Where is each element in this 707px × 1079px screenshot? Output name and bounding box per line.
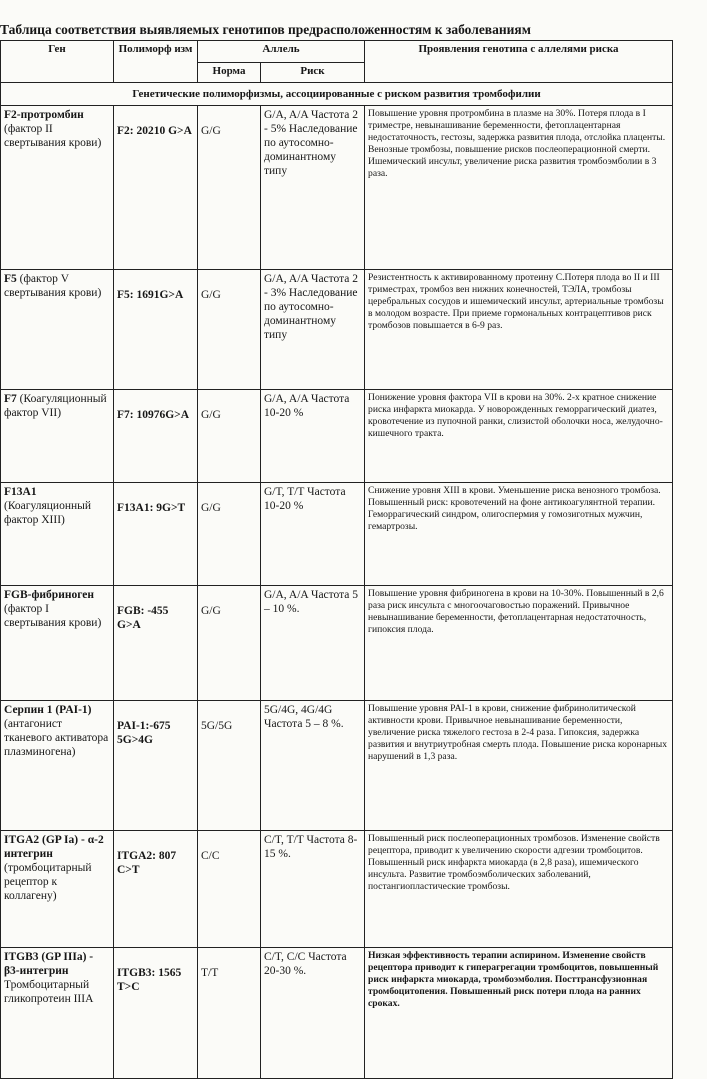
gene-note: (фактор II свертывания крови)	[4, 123, 102, 149]
norm-allele-cell: G/G	[198, 390, 261, 483]
risk-allele-cell: C/T, C/C Частота 20-30 %.	[261, 948, 365, 1079]
gene-note: (Коагуляционный фактор VII)	[4, 393, 107, 419]
manifestation-cell: Низкая эффективность терапии аспирином. Изменение свойств рецептора приводит к гиперагрегации тромбоцитов, повышенный риск инфаркта миокарда, тромбоэмболия. Посттрансфузионная тромбоцитопения. Повышенный риск потери плода на ранних сроках.	[365, 948, 673, 1079]
norm-allele-cell: 5G/5G	[198, 701, 261, 831]
polymorphism-cell: PAI-1:-675 5G>4G	[114, 701, 198, 831]
table-row	[1, 948, 673, 1079]
risk-allele-cell: G/A, A/A Частота 5 – 10 %.	[261, 586, 365, 701]
risk-allele-cell: G/A, A/A Частота 10-20 %	[261, 390, 365, 483]
gene-note: (тромбоцитарный рецептор к коллагену)	[4, 862, 92, 902]
gene-name: FGB-фибриноген	[4, 589, 95, 601]
gene-cell	[1, 586, 114, 701]
gene-note: (фактор I свертывания крови)	[4, 603, 102, 629]
norm-allele-cell: G/G	[198, 106, 261, 270]
table-row	[1, 831, 673, 948]
gene-name: F5	[4, 273, 17, 285]
manifestation-cell: Повышение уровня протромбина в плазме на 30%. Потеря плода в I триместре, невынашивание беременности, фетоплацентарная недостаточность, гестозы, задержка развития плода, отслойка плаценты. Венозные тромбозы, повышение рисков послеоперационной смерти. Ишемический инсульт, увеличение риска развития тромбоэмболии в 3 раза.	[365, 106, 673, 270]
gene-note: (антагонист тканевого активатора плазминогена)	[4, 718, 109, 758]
gene-cell	[1, 390, 114, 483]
table-row	[1, 390, 673, 483]
manifestation-cell: Понижение уровня фактора VII в крови на 30%. 2-х кратное снижение риска инфаркта миокарда. У новорожденных геморрагический диатез, кровотечение из пупочной ранки, слизистой оболочки носа, желудочно-кишечного тракта.	[365, 390, 673, 483]
gene-note: (Коагуляционный фактор XIII)	[4, 500, 92, 526]
manifestation-cell: Снижение уровня XIII в крови. Уменьшение риска венозного тромбоза. Повышенный риск: кровотечений на фоне антикоагулянтной терапии. Геморрагический синдром, олигоспермия у гомозиготных мужчин, гемартрозы.	[365, 483, 673, 586]
polymorphism-cell: F5: 1691G>A	[114, 270, 198, 390]
gene-cell	[1, 701, 114, 831]
table-row	[1, 106, 673, 270]
polymorphism-cell: ITGB3: 1565 T>C	[114, 948, 198, 1079]
table-row	[1, 701, 673, 831]
gene-name: Серпин 1 (PAI-1)	[4, 704, 92, 716]
genotype-table	[0, 40, 673, 1079]
polymorphism-cell: ITGA2: 807 C>T	[114, 831, 198, 948]
gene-name: F2-протромбин	[4, 109, 84, 121]
norm-allele-cell: G/G	[198, 483, 261, 586]
norm-allele-cell: C/C	[198, 831, 261, 948]
gene-cell	[1, 831, 114, 948]
gene-note: (фактор V свертывания крови)	[4, 273, 102, 299]
risk-allele-cell: G/A, A/A Частота 2 - 5% Наследование по аутосомно-доминантному типу	[261, 106, 365, 270]
section-title: Генетические полиморфизмы, ассоциированные с риском развития тромбофилии	[1, 83, 673, 106]
header-norm: Норма	[198, 63, 261, 83]
header-risk: Риск	[261, 63, 365, 83]
polymorphism-cell: F7: 10976G>A	[114, 390, 198, 483]
table-row	[1, 483, 673, 586]
page-title: Таблица соответствия выявляемых генотипов предрасположенностям к заболеваниям	[0, 22, 531, 37]
risk-allele-cell: 5G/4G, 4G/4G Частота 5 – 8 %.	[261, 701, 365, 831]
gene-cell	[1, 483, 114, 586]
norm-allele-cell: G/G	[198, 270, 261, 390]
gene-name: F13A1	[4, 486, 37, 498]
gene-name: F7	[4, 393, 17, 405]
polymorphism-cell: F2: 20210 G>A	[114, 106, 198, 270]
header-gene: Ген	[1, 41, 114, 83]
header-allele: Аллель	[198, 41, 365, 63]
gene-cell	[1, 948, 114, 1079]
gene-name: ITGB3 (GP IIIa) - β3-интегрин	[4, 951, 94, 977]
header-polymorphism: Полиморф изм	[114, 41, 198, 83]
gene-name: ITGA2 (GP Ia) - α-2 интегрин	[4, 834, 104, 860]
norm-allele-cell: T/T	[198, 948, 261, 1079]
risk-allele-cell: G/A, A/A Частота 2 - 3% Наследование по аутосомно-доминантному типу	[261, 270, 365, 390]
norm-allele-cell: G/G	[198, 586, 261, 701]
manifestation-cell: Повышенный риск послеоперационных тромбозов. Изменение свойств рецептора, приводит к увеличению скорости адгезии тромбоцитов. Повышенный риск инфаркта миокарда (в 2,8 раза), ишемического инсульта. Развитие тромбоэмболических заболеваний, постангиопластические тромбозы.	[365, 831, 673, 948]
manifestation-cell: Повышение уровня фибриногена в крови на 10-30%. Повышенный в 2,6 раза риск инсульта с многоочаговостью поражений. Привычное невынашивание беременности, фетоплацентарная недостаточность, гипоксия плода.	[365, 586, 673, 701]
manifestation-cell: Резистентность к активированному протеину С.Потеря плода во II и III триместрах, тромбоз вен нижних конечностей, ТЭЛА, тромбозы церебральных сосудов и ишемический инсульт, артериальные тромбозы в молодом возрасте. При приеме гормональных контрацептивов риск тромбозов повышается в 6-9 раз.	[365, 270, 673, 390]
gene-note: Тромбоцитарный гликопротеин IIIA	[4, 979, 94, 1005]
polymorphism-cell: F13A1: 9G>T	[114, 483, 198, 586]
gene-cell	[1, 106, 114, 270]
table-row	[1, 586, 673, 701]
risk-allele-cell: G/T, T/T Частота 10-20 %	[261, 483, 365, 586]
table-row	[1, 270, 673, 390]
manifestation-cell: Повышение уровня PAI-1 в крови, снижение фибринолитической активности крови. Привычное невынашивание беременности, увеличение риска тяжелого гестоза в 2-4 раза. Гипоксия, задержка развития и внутриутробная смерть плода. Повышение риска коронарных нарушений в 1,3 раза.	[365, 701, 673, 831]
gene-cell	[1, 270, 114, 390]
header-manifestation: Проявления генотипа с аллелями риска	[365, 41, 673, 83]
polymorphism-cell: FGB: -455 G>A	[114, 586, 198, 701]
risk-allele-cell: C/T, T/T Частота 8-15 %.	[261, 831, 365, 948]
